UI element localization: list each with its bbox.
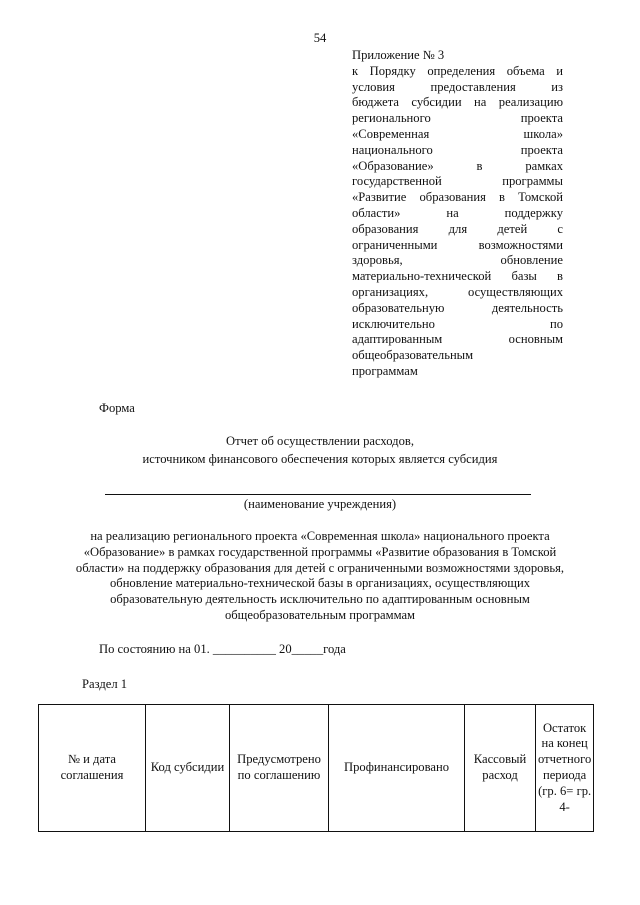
purpose-line: общеобразовательным программам [224, 607, 416, 622]
header-financed: Профинансировано [329, 705, 465, 832]
form-label: Форма [99, 401, 135, 415]
appendix-line: здоровья, обновление [352, 253, 563, 268]
page-number: 54 [313, 31, 327, 45]
appendix-line: организациях, осуществляющих [352, 284, 563, 299]
institution-caption: (наименование учреждения) [243, 497, 397, 511]
header-cash-expense: Кассовый расход [465, 705, 536, 832]
appendix-line: «Современная школа» [352, 126, 563, 141]
appendix-line: общеобразовательным [352, 348, 474, 363]
appendix-line: бюджета субсидии на реализацию [352, 95, 563, 110]
appendix-line: материально-технической базы в [352, 269, 563, 284]
appendix-line: области» на поддержку [352, 205, 563, 220]
appendix-line: образования для детей с [352, 221, 563, 236]
appendix-line: национального проекта [352, 142, 563, 157]
header-agreement: № и дата соглашения [39, 705, 146, 832]
purpose-paragraph [60, 529, 580, 624]
purpose-line: области» на поддержку образования для детей с ограниченными возможностями здоровья, [75, 560, 565, 575]
appendix-line: «Образование» в рамках [352, 158, 563, 173]
report-title [0, 432, 640, 468]
purpose-line: на реализацию регионального проекта «Современная школа» национального проекта [90, 529, 550, 543]
appendix-line: программам [352, 363, 418, 378]
header-subsidy-code: Код субсидии [146, 705, 230, 832]
report-title-line-2: источником финансового обеспечения которых является субсидия [142, 452, 498, 466]
report-table [38, 704, 594, 832]
appendix-line: государственной программы [352, 174, 563, 189]
appendix-line: ограниченными возможностями [352, 237, 563, 252]
date-line: По состоянию на 01. __________ 20_____года [99, 642, 346, 656]
appendix-block [352, 48, 563, 380]
purpose-line: образовательную деятельность исключительно по адаптированным основным [110, 592, 530, 607]
section-label: Раздел 1 [82, 677, 128, 691]
appendix-line: Приложение № 3 [352, 48, 445, 62]
purpose-line: обновление материально-технической базы в организациях, осуществляющих [109, 576, 530, 591]
appendix-line: к Порядку определения объема и [352, 63, 563, 78]
header-planned: Предусмотрено по соглашению [230, 705, 329, 832]
appendix-line: адаптированным основным [352, 332, 563, 347]
institution-underline [105, 494, 531, 495]
appendix-line: образовательную деятельность [352, 300, 563, 315]
appendix-line: «Развитие образования в Томской [352, 190, 563, 205]
appendix-line: условия предоставления из [352, 79, 563, 94]
table-header-row [39, 705, 594, 832]
report-title-line-1: Отчет об осуществлении расходов, [226, 434, 414, 448]
appendix-line: регионального проекта [352, 111, 563, 126]
purpose-line: «Образование» в рамках государственной программы «Развитие образования в Томской [83, 544, 557, 559]
header-balance: Остаток на конец отчетного периода (гр. 6= гр. 4- [536, 705, 594, 832]
appendix-line: исключительно по [352, 316, 563, 331]
